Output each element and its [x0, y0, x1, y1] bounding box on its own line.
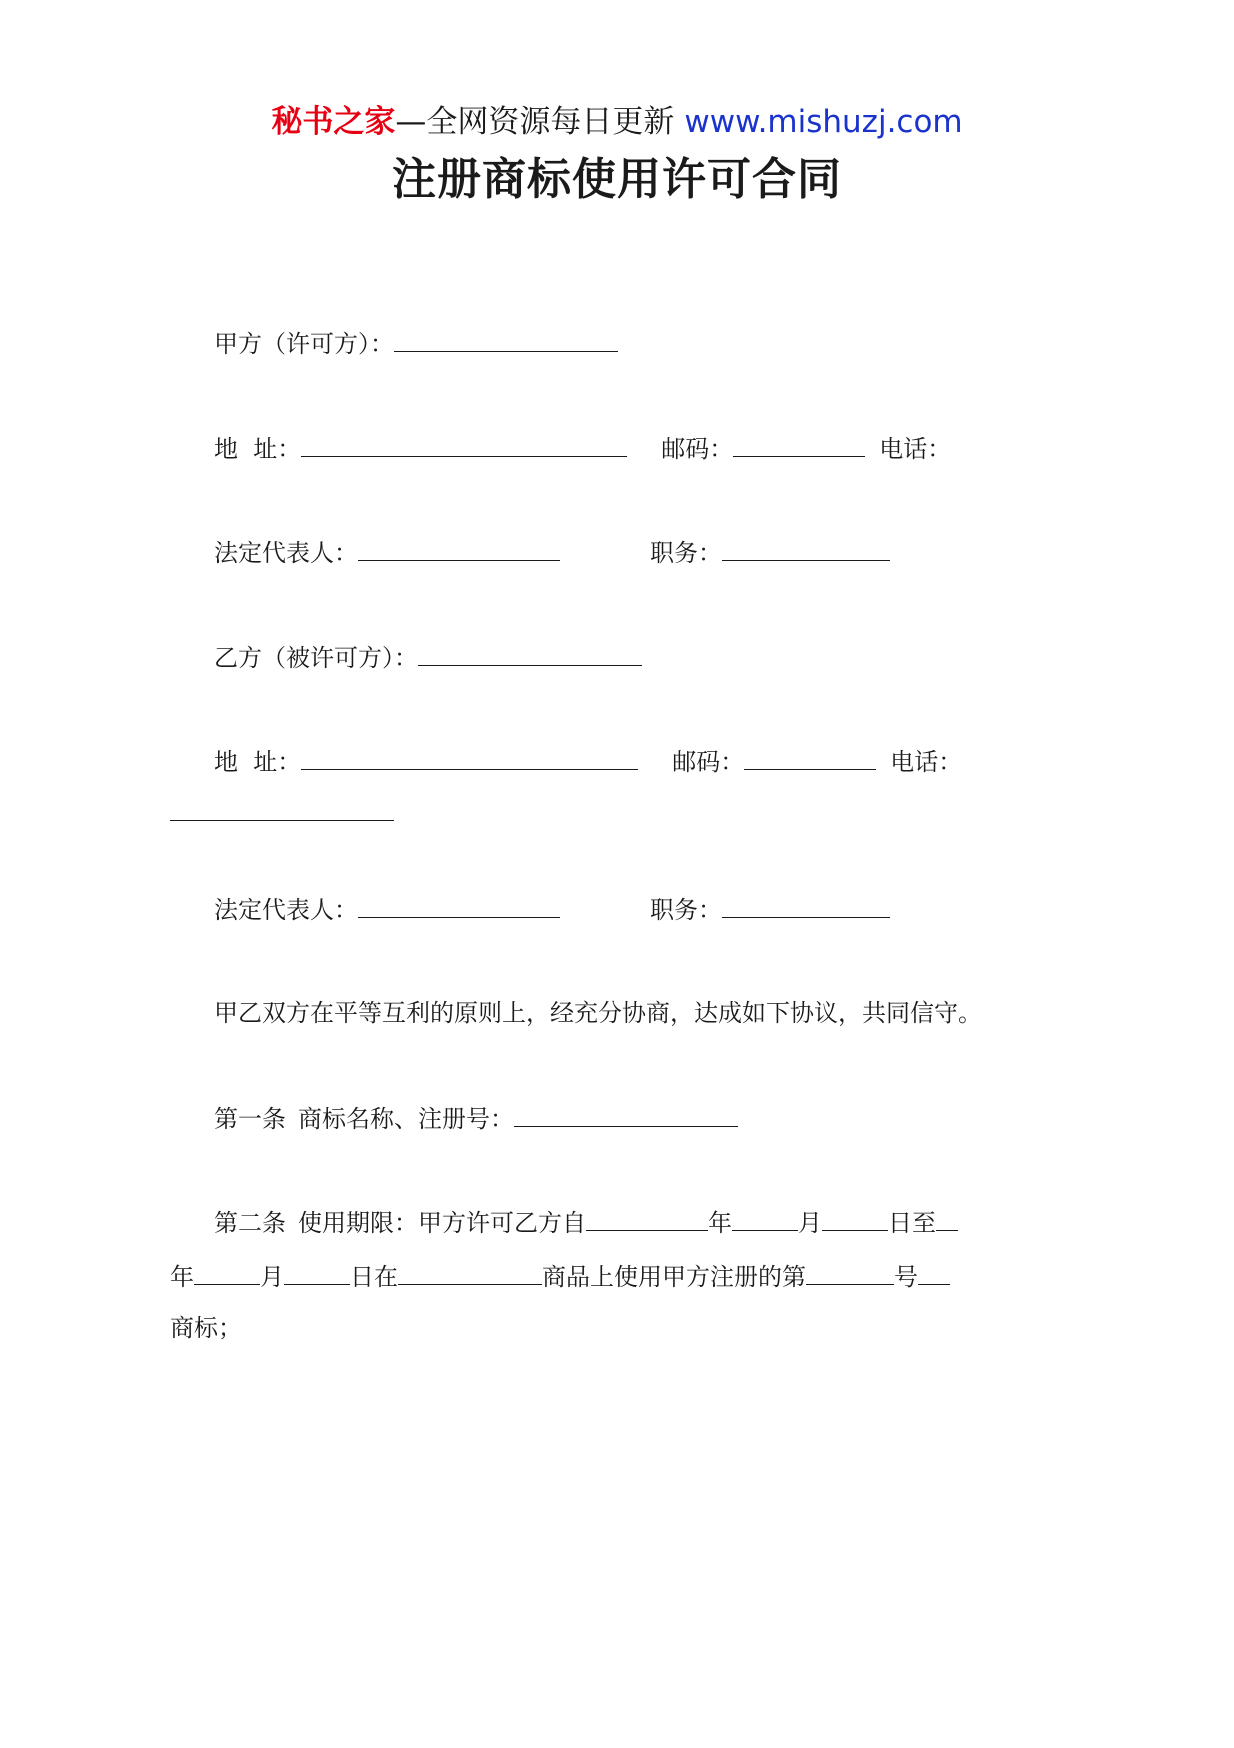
document-title: 注册商标使用许可合同	[392, 154, 842, 205]
party-a-position-blank[interactable]	[722, 536, 890, 561]
article-1-blank[interactable]	[514, 1102, 738, 1127]
party-a-postcode-blank[interactable]	[733, 432, 865, 457]
article-2-line-1	[214, 1206, 958, 1239]
party-a-rep-blank[interactable]	[358, 536, 560, 561]
party-b-label: 乙方（被许可方）：	[214, 644, 418, 672]
article-2-end-year-blank-a[interactable]	[936, 1206, 958, 1231]
article-2-year-label-2: 年	[170, 1263, 194, 1291]
article-2-day-at-label: 日在	[350, 1263, 398, 1291]
article-2-number-blank[interactable]	[806, 1260, 894, 1285]
article-2-end-day-blank[interactable]	[284, 1260, 350, 1285]
party-b-phone-continuation	[170, 796, 394, 829]
party-b-address-line	[214, 745, 962, 778]
party-b-phone-label: 电话：	[890, 748, 963, 776]
article-2-month-label: 月	[798, 1209, 822, 1237]
article-2-label: 第二条	[214, 1209, 286, 1237]
article-2-start-year-blank[interactable]	[586, 1206, 708, 1231]
article-2-month-label-2: 月	[260, 1263, 284, 1291]
party-b-line	[214, 641, 642, 674]
article-1	[214, 1102, 738, 1135]
party-b-address-label: 地 址：	[214, 748, 302, 776]
article-2-goods-blank[interactable]	[398, 1260, 542, 1285]
party-b-blank[interactable]	[418, 641, 642, 666]
article-2-goods-text: 商品上使用甲方注册的第	[542, 1263, 806, 1291]
party-b-postcode-blank[interactable]	[744, 745, 876, 770]
article-2-start-month-blank[interactable]	[732, 1206, 798, 1231]
party-a-position-label: 职务：	[650, 539, 722, 567]
party-b-position-blank[interactable]	[722, 893, 890, 918]
article-2-year-label: 年	[708, 1209, 732, 1237]
article-1-text: 商标名称、注册号：	[298, 1105, 514, 1133]
party-a-address-blank[interactable]	[301, 432, 627, 457]
article-2-line-3: 商标；	[170, 1314, 242, 1342]
article-2-line-2	[170, 1260, 950, 1293]
party-a-line	[214, 327, 618, 360]
party-a-address-label: 地 址：	[214, 435, 302, 463]
article-2-text: 使用期限：甲方许可乙方自	[298, 1209, 586, 1237]
party-b-rep-label: 法定代表人：	[214, 896, 358, 924]
article-2-end-month-blank[interactable]	[194, 1260, 260, 1285]
site-brand: 秘书之家	[271, 104, 396, 140]
party-a-phone-label: 电话：	[879, 435, 952, 463]
article-1-label: 第一条	[214, 1105, 286, 1133]
agreement-intro: 甲乙双方在平等互利的原则上，经充分协商，达成如下协议，共同信守。	[214, 999, 982, 1027]
article-2-trailing-blank[interactable]	[918, 1260, 950, 1285]
article-2-day-to-label: 日至	[888, 1209, 936, 1237]
party-b-position-label: 职务：	[650, 896, 722, 924]
party-b-postcode-label: 邮码：	[672, 748, 745, 776]
site-url[interactable]: www.mishuzj.com	[684, 104, 963, 140]
party-a-rep-label: 法定代表人：	[214, 539, 358, 567]
site-header	[0, 100, 1234, 144]
party-b-rep-line	[214, 893, 890, 926]
party-a-address-line	[214, 432, 951, 465]
party-b-phone-blank[interactable]	[170, 796, 394, 821]
site-slogan: —全网资源每日更新	[395, 104, 675, 140]
party-a-label: 甲方（许可方）：	[214, 330, 394, 358]
article-2-start-day-blank[interactable]	[822, 1206, 888, 1231]
party-a-rep-line	[214, 536, 890, 569]
article-2-number-label: 号	[894, 1263, 918, 1291]
party-b-rep-blank[interactable]	[358, 893, 560, 918]
party-b-address-blank[interactable]	[301, 745, 638, 770]
party-a-postcode-label: 邮码：	[661, 435, 734, 463]
party-a-blank[interactable]	[394, 327, 618, 352]
